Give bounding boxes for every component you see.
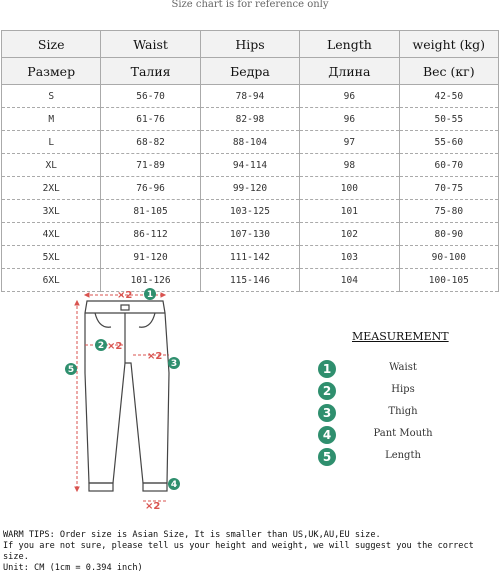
weight-cell: 100-105 <box>399 269 498 292</box>
number-1-icon: 1 <box>318 360 336 378</box>
legend-item-pant-mouth <box>318 426 478 446</box>
warm-tips <box>3 530 498 574</box>
header-row-english <box>2 31 499 58</box>
legend-label-waist: Waist <box>389 362 417 373</box>
table-row <box>2 154 499 177</box>
size-cell: 5XL <box>2 246 101 269</box>
legend-label-pant-mouth: Pant Mouth <box>373 428 433 439</box>
weight-cell: 55-60 <box>399 131 498 154</box>
size-cell: 6XL <box>2 269 101 292</box>
length-cell: 102 <box>300 223 399 246</box>
table-row <box>2 85 499 108</box>
length-cell: 96 <box>300 85 399 108</box>
size-cell: M <box>2 108 101 131</box>
number-2-icon: 2 <box>318 382 336 400</box>
weight-cell: 70-75 <box>399 177 498 200</box>
legend-item-waist <box>318 360 478 380</box>
hips-cell: 82-98 <box>200 108 299 131</box>
length-cell: 98 <box>300 154 399 177</box>
waist-cell: 61-76 <box>101 108 200 131</box>
size-cell: 4XL <box>2 223 101 246</box>
header-waist-ru: Талия <box>101 58 200 85</box>
waist-cell: 81-105 <box>101 200 200 223</box>
length-cell: 96 <box>300 108 399 131</box>
size-cell: L <box>2 131 101 154</box>
hips-multiplier-label: ×2 <box>107 341 123 352</box>
header-row-russian <box>2 58 499 85</box>
header-length-ru: Длина <box>300 58 399 85</box>
hips-cell: 103-125 <box>200 200 299 223</box>
header-waist: Waist <box>101 31 200 58</box>
hips-cell: 111-142 <box>200 246 299 269</box>
waist-cell: 101-126 <box>101 269 200 292</box>
tips-line-unit: Unit: CM (1cm = 0.394 inch) <box>3 563 143 573</box>
legend-label-thigh: Thigh <box>388 406 418 417</box>
waist-cell: 71-89 <box>101 154 200 177</box>
badge-4-label: 4 <box>170 480 178 490</box>
thigh-multiplier-label: ×2 <box>147 351 163 362</box>
table-row <box>2 177 499 200</box>
weight-cell: 90-100 <box>399 246 498 269</box>
length-cell: 100 <box>300 177 399 200</box>
weight-cell: 80-90 <box>399 223 498 246</box>
number-3-icon: 3 <box>318 404 336 422</box>
legend-item-thigh <box>318 404 478 424</box>
header-length: Length <box>300 31 399 58</box>
hips-cell: 88-104 <box>200 131 299 154</box>
size-cell: XL <box>2 154 101 177</box>
mouth-multiplier-label: ×2 <box>145 501 161 512</box>
table-row <box>2 246 499 269</box>
length-cell: 103 <box>300 246 399 269</box>
pants-measurement-diagram <box>55 283 195 513</box>
legend-item-length <box>318 448 478 468</box>
header-weight: weight (kg) <box>399 31 498 58</box>
table-row <box>2 108 499 131</box>
weight-cell: 42-50 <box>399 85 498 108</box>
size-cell: 2XL <box>2 177 101 200</box>
measurement-title: MEASUREMENT <box>352 330 449 343</box>
number-5-icon: 5 <box>318 448 336 466</box>
hips-cell: 107-130 <box>200 223 299 246</box>
hips-cell: 115-146 <box>200 269 299 292</box>
table-row <box>2 223 499 246</box>
weight-cell: 50-55 <box>399 108 498 131</box>
table-row <box>2 200 499 223</box>
hips-cell: 94-114 <box>200 154 299 177</box>
badge-2-label: 2 <box>97 341 105 351</box>
waist-cell: 76-96 <box>101 177 200 200</box>
length-cell: 97 <box>300 131 399 154</box>
badge-1-label: 1 <box>146 290 154 300</box>
legend-item-hips <box>318 382 478 402</box>
legend-label-length: Length <box>385 450 421 461</box>
table-row <box>2 131 499 154</box>
header-size-ru: Размер <box>2 58 101 85</box>
header-hips-ru: Бедра <box>200 58 299 85</box>
size-chart-caption: Size chart is for reference only <box>171 0 329 10</box>
badge-5-label: 5 <box>67 365 75 375</box>
waist-cell: 86-112 <box>101 223 200 246</box>
header-hips: Hips <box>200 31 299 58</box>
number-4-icon: 4 <box>318 426 336 444</box>
size-chart-table <box>1 30 499 292</box>
length-cell: 104 <box>300 269 399 292</box>
legend-label-hips: Hips <box>391 384 415 395</box>
hips-cell: 78-94 <box>200 85 299 108</box>
tips-line-asian-size: WARM TIPS: Order size is Asian Size, It is smaller than US,UK,AU,EU size. <box>3 530 381 540</box>
waist-cell: 68-82 <box>101 131 200 154</box>
tips-line-suggestion: If you are not sure, please tell us your height and weight, we will suggest you the correct size. <box>3 541 474 562</box>
weight-cell: 75-80 <box>399 200 498 223</box>
pants-outline <box>85 301 169 491</box>
badge-3-label: 3 <box>170 359 178 369</box>
waist-cell: 56-70 <box>101 85 200 108</box>
size-cell: S <box>2 85 101 108</box>
length-cell: 101 <box>300 200 399 223</box>
waist-cell: 91-120 <box>101 246 200 269</box>
size-cell: 3XL <box>2 200 101 223</box>
hips-cell: 99-120 <box>200 177 299 200</box>
waist-multiplier-label: ×2 <box>117 290 133 301</box>
weight-cell: 60-70 <box>399 154 498 177</box>
header-weight-ru: Вес (кг) <box>399 58 498 85</box>
header-size: Size <box>2 31 101 58</box>
